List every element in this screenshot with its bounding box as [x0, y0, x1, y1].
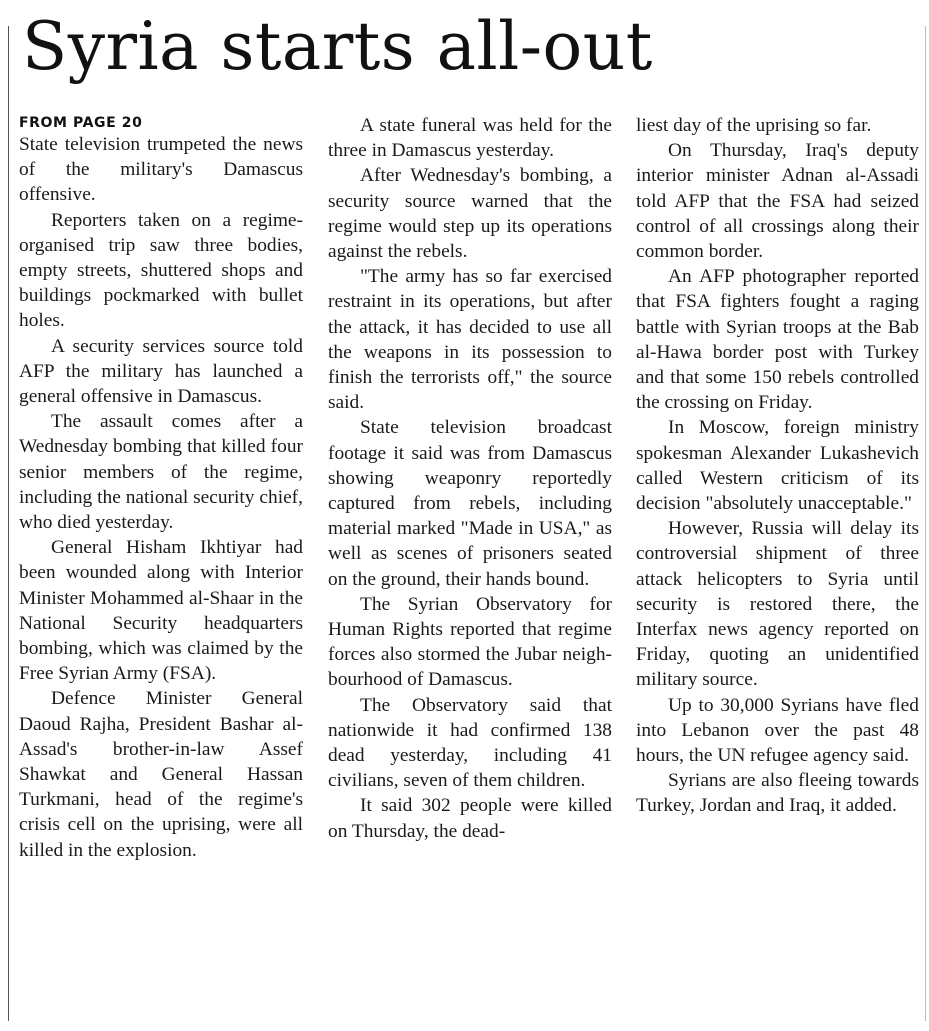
paragraph: Defence Minister General Daoud Rajha, President Bashar al-Assad's brother-in-law Assef Shawkat and General Hassan Turkmani, head of the regime's crisis cell on the uprising, were all killed in the explosion.: [19, 688, 303, 861]
paragraph: However, Russia will delay its controversial shipment of three attack helicopters to Syria until security is restored there, the Interfax news agency reported on Friday, quoting an unidentified military source.: [636, 518, 919, 691]
paragraph: A state funeral was held for the three in Damascus yesterday.: [328, 115, 612, 162]
paragraph: An AFP photographer reported that FSA fighters fought a raging battle with Syrian troops at the Bab al-Hawa border post with Turkey and that some 150 rebels controlled the crossing on Friday.: [636, 266, 919, 414]
paragraph: On Thursday, Iraq's deputy interior minister Adnan al-Assadi told AFP that the FSA had seized control of all crossings along their common border.: [636, 140, 919, 263]
article-column-3: [636, 113, 919, 1025]
paragraph: After Wednesday's bombing, a security source warned that the regime would step up its operations against the rebels.: [328, 165, 612, 263]
column-rule-left: [8, 26, 9, 1021]
article-column-2: [328, 113, 612, 1025]
paragraph: "The army has so far exercised restraint in its operations, but after the attack, it has decided to use all the weapons in its possession to finish the terrorists off," the source said.: [328, 266, 612, 414]
paragraph: Reporters taken on a regime-organised trip saw three bodies, empty streets, shuttered shops and buildings pockmarked with bullet holes.: [19, 209, 303, 332]
paragraph: The Syrian Observatory for Human Rights reported that regime forces also stormed the Jubar neighbourhood of Damascus.: [328, 593, 612, 691]
paragraph: It said 302 people were killed on Thursday, the dead-: [328, 795, 612, 842]
paragraph-continued: liest day of the uprising so far.: [636, 115, 872, 136]
headline: Syria starts all-out: [22, 8, 653, 85]
paragraph: Syrians are also fleeing towards Turkey, Jordan and Iraq, it added.: [636, 770, 919, 817]
paragraph: The assault comes after a Wednesday bombing that killed four senior members of the regime, including the national security chief, who died yesterday.: [19, 411, 303, 534]
article-column-1: [19, 113, 303, 1025]
column-rule-right: [925, 26, 926, 1021]
paragraph: Up to 30,000 Syrians have fled into Lebanon over the past 48 hours, the UN refugee agency said.: [636, 694, 919, 767]
paragraph: A security services source told AFP the military has launched a general offensive in Damascus.: [19, 335, 303, 408]
paragraph: The Observatory said that nationwide it had confirmed 138 dead yesterday, including 41 civilians, seven of them children.: [328, 694, 612, 792]
kicker-from-page: FROM PAGE 20: [19, 115, 143, 131]
paragraph: General Hisham Ikhtiyar had been wounded along with Interior Minister Mohammed al-Shaar in the National Security headquarters bombing, which was claimed by the Free Syrian Army (FSA).: [19, 537, 303, 685]
paragraph: State television trumpeted the news of the military's Damascus offensive.: [19, 134, 303, 206]
paragraph: In Moscow, foreign ministry spokesman Alexander Lukashevich called Western criticism of its decision "absolutely unacceptable.": [636, 417, 919, 515]
paragraph: State television broadcast footage it said was from Damascus showing weaponry reportedly captured from rebels, including material marked "Made in USA," as well as scenes of prisoners seated on the ground, their hands bound.: [328, 417, 612, 590]
